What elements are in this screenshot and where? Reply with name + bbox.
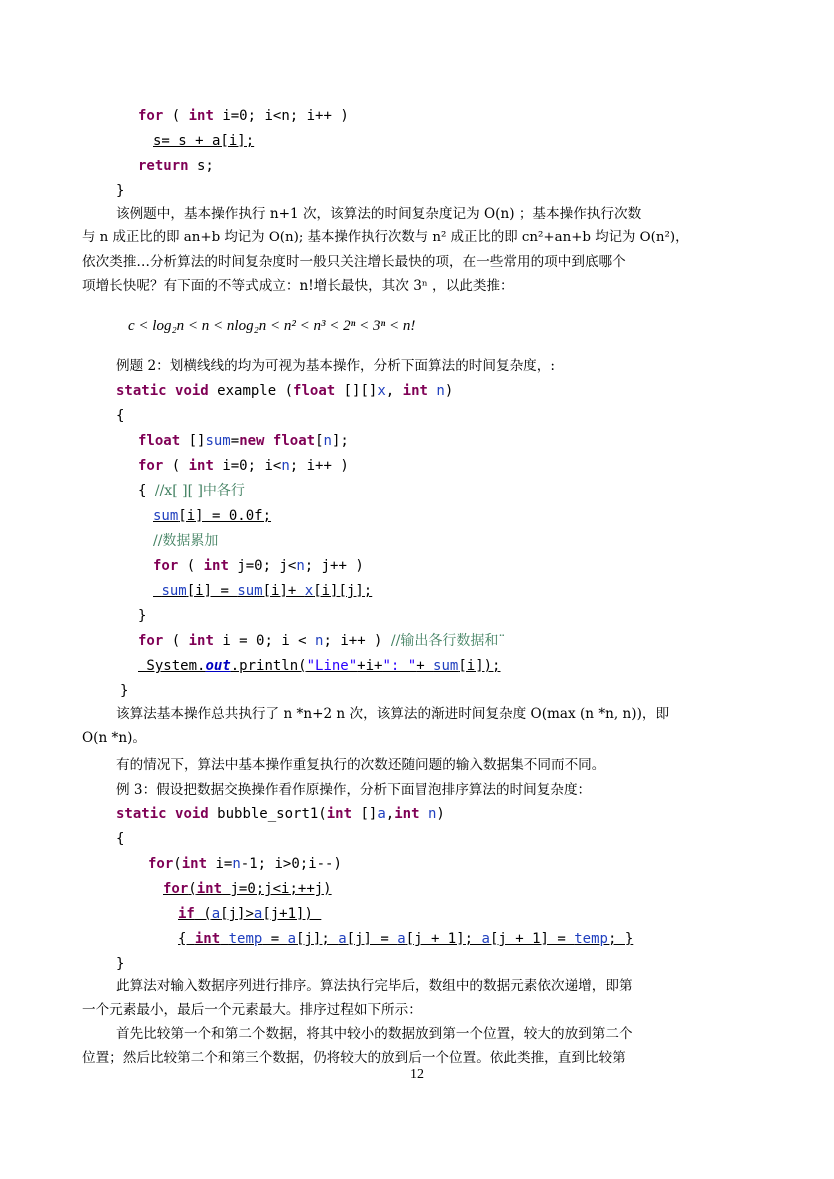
code-bubble-close: } bbox=[116, 956, 125, 972]
para2-line2: O(n *n)。 bbox=[82, 730, 146, 746]
para1-line2: 与 n 成正比的即 an+b 均记为 O(n); 基本操作执行次数与 n² 成正比的即 cn²+an+b 均记为 O(n²)， bbox=[82, 230, 689, 245]
string-line: "Line" bbox=[306, 658, 358, 674]
code-bubble-signature: static void bubble_sort1(int []a,int n) bbox=[116, 806, 445, 822]
code-line-close-brace: } bbox=[116, 183, 125, 199]
code-comment-accum bbox=[153, 531, 218, 551]
para1-line1: 该例题中，基本操作执行 n+1 次，该算法的时间复杂度记为 O(n) ；基本操作执行次数 bbox=[116, 206, 642, 222]
para2-line4: 例 3：假设把数据交换操作看作原操作，分析下面冒泡排序算法的时间复杂度： bbox=[116, 782, 592, 798]
comment-output: //输出各行数据和¨ bbox=[390, 633, 506, 649]
para1-line3: 依次类推…分析算法的时间复杂度时一般只关注增长最快的项，在一些常用的项中到底哪个 bbox=[82, 254, 626, 270]
comment-accum: //数据累加 bbox=[153, 533, 219, 549]
code-open-brace: { bbox=[116, 408, 125, 424]
page-number: 12 bbox=[410, 1067, 424, 1082]
para2-line3: 有的情况下，算法中基本操作重复执行的次数还随问题的输入数据集不同而不同。 bbox=[116, 757, 606, 773]
code-bubble-if: if (a[j]>a[j+1]) bbox=[178, 906, 322, 922]
code-bubble-inner-for: for(int j=0;j<i;++j) bbox=[163, 881, 332, 897]
para3-line3: 首先比较第一个和第二个数据，将其中较小的数据放到第一个位置，较大的放到第二个 bbox=[116, 1026, 633, 1042]
code-for-j: for ( int j=0; j<n; j++ ) bbox=[153, 558, 364, 574]
string-colon: ": " bbox=[382, 658, 417, 674]
code-inner-close: } bbox=[138, 608, 147, 624]
para3-line2: 一个元素最小，最后一个元素最大。排序过程如下所示： bbox=[82, 1002, 422, 1018]
code-line-return: return s; bbox=[138, 158, 214, 174]
code-for-output: for ( int i = 0; i < n; i++ ) //输出各行数据和¨ bbox=[138, 633, 506, 649]
code-println: System.out.println("Line"+i+": "+ sum[i]); bbox=[138, 658, 501, 674]
para1-line4: 项增长快呢？有下面的不等式成立：n!增长最快，其次 3ⁿ ，以此类推： bbox=[82, 278, 514, 294]
code-sum-accum: sum[i] = sum[i]+ x[i][j]; bbox=[161, 583, 373, 599]
code-method-close: } bbox=[120, 683, 129, 699]
code-for-i: for ( int i=0; i<n; i++ ) bbox=[138, 458, 349, 474]
code-bubble-open: { bbox=[116, 831, 125, 847]
code-line-for-loop: for ( int i=0; i<n; i++ ) bbox=[138, 108, 349, 124]
para2-line1: 该算法基本操作总共执行了 n *n+2 n 次，该算法的渐进时间复杂度 O(max (n *n, n))，即 bbox=[116, 706, 670, 722]
code-line-sum: s= s + a[i]; bbox=[153, 133, 255, 149]
code-example-signature: static void example (float [][]x, int n) bbox=[116, 383, 454, 399]
code-sum-init: sum[i] = 0.0f; bbox=[153, 508, 272, 524]
para3-line4: 位置；然后比较第二个和第三个数据，仍将较大的放到后一个位置。依此类推，直到比较第 bbox=[82, 1050, 626, 1066]
code-float-sum: float []sum=new float[n]; bbox=[138, 433, 349, 449]
para3-line1: 此算法对输入数据序列进行排序。算法执行完毕后，数组中的数据元素依次递增，即第 bbox=[116, 978, 633, 994]
code-bubble-outer-for: for(int i=n-1; i>0;i--) bbox=[148, 856, 342, 872]
code-brace-comment: { //x[ ][ ]中各行 bbox=[138, 483, 245, 499]
code-bubble-swap: { int temp = a[j]; a[j] = a[j + 1]; a[j + 1] = temp; } bbox=[178, 931, 634, 947]
comment-rows: //x[ ][ ]中各行 bbox=[154, 483, 245, 499]
example2-intro: 例题 2：划横线线的均为可视为基本操作，分析下面算法的时间复杂度，: bbox=[116, 358, 555, 374]
complexity-inequality: c < log₂n < n < nlog₂n < n² < n³ < 2ⁿ < 3ⁿ < n! bbox=[128, 318, 416, 334]
